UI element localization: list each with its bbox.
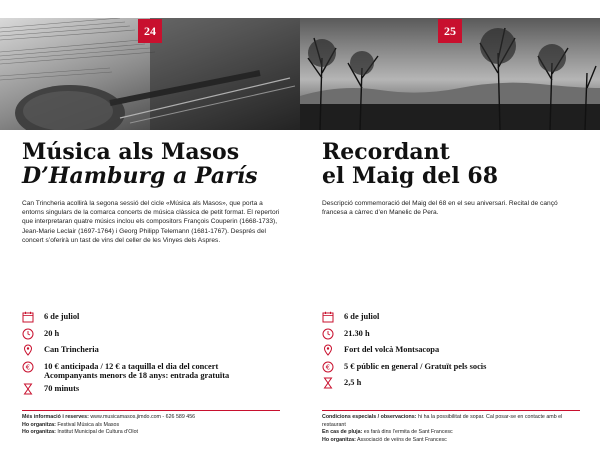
info-price-text xyxy=(44,361,229,381)
event-title-line1: Recordant xyxy=(322,139,450,165)
footer-label: En cas de pluja: xyxy=(322,429,363,436)
footer-value: Associació de veïns de Sant Francesc xyxy=(355,436,447,443)
hourglass-icon xyxy=(22,383,34,395)
footer-value: Institut Municipal de Cultura d’Olot xyxy=(55,429,138,436)
event-page-right xyxy=(300,0,600,450)
info-price-text: 5 € públic en general / Gratuït pels socis xyxy=(344,361,487,371)
event-title-line2: el Maig del 68 xyxy=(322,163,499,189)
info-duration-text: 2,5 h xyxy=(344,378,362,387)
location-pin-icon xyxy=(322,344,334,356)
info-duration xyxy=(22,383,284,397)
info-time-text: 21.30 h xyxy=(344,328,370,338)
info-time xyxy=(322,328,584,342)
event-description: Descripció commemoració del Maig del 68 en el seu aniversari. Recital de cançó francesa a càrrec d’en Manelic de Pera. xyxy=(322,200,558,217)
footer-line xyxy=(22,422,280,430)
event-title xyxy=(22,140,258,188)
location-pin-icon xyxy=(22,344,34,356)
footer-label: Ho organitza: xyxy=(22,429,56,436)
svg-text:€: € xyxy=(25,362,31,371)
calendar-icon xyxy=(22,311,34,323)
footer-line xyxy=(22,414,280,422)
event-title-line2: D’Hamburg a París xyxy=(22,163,258,189)
footer-label: Condicions especials / observacions: xyxy=(322,414,417,420)
event-footer xyxy=(322,410,580,444)
footer-line xyxy=(22,429,280,437)
event-title-line1: Música als Masos xyxy=(22,139,240,165)
clock-icon xyxy=(22,328,34,340)
info-date xyxy=(22,311,284,325)
page-number-badge: 24 xyxy=(138,19,162,43)
footer-value: Festival Música als Masos xyxy=(55,421,120,428)
footer-label: Ho organitza: xyxy=(322,436,356,443)
event-description: Can Trincheria acollirà la segona sessió del cicle «Música als Masos», que porta a entorns singulars de la comarca concerts de música clàssica de petit format. El repertori que interpretaran quatre músics inclou els compositors François Couperin (1668-1733), Jean-Marie Leclair (1697-1764) i Georg Philipp Telemann (1681-1767). Després del concert s’oferirà un tast de vins del celler de les Vinyes dels Aspres. xyxy=(22,200,280,244)
event-info-list xyxy=(22,311,284,400)
footer-value: hi ha la possibilitat de sopar. Cal posar-se en contacte amb el restaurant xyxy=(322,414,563,428)
info-price xyxy=(22,361,284,381)
euro-icon xyxy=(22,361,34,373)
footer-label: Ho organitza: xyxy=(22,421,56,428)
clock-icon xyxy=(322,328,334,340)
footer-value: es farà dins l’ermita de Sant Francesc xyxy=(362,429,453,436)
info-date-text: 6 de juliol xyxy=(44,312,80,321)
info-date xyxy=(322,311,584,325)
info-time-text: 20 h xyxy=(44,328,60,338)
event-footer xyxy=(22,410,280,437)
footer-value: www.musicamasos.jimdo.com - 626 589 456 xyxy=(88,414,196,420)
info-place-text: Fort del volcà Montsacopa xyxy=(344,345,440,354)
info-date-text: 6 de juliol xyxy=(344,312,380,321)
footer-line xyxy=(322,437,580,445)
info-place-text: Can Trincheria xyxy=(44,345,99,354)
euro-icon xyxy=(322,361,334,373)
info-price-line1: 10 € anticipada / 12 € a taquilla el dia del concert xyxy=(44,361,219,371)
info-place xyxy=(322,344,584,358)
info-time xyxy=(22,328,284,342)
info-place xyxy=(22,344,284,358)
info-duration xyxy=(322,377,584,391)
footer-line xyxy=(322,414,580,429)
footer-line xyxy=(322,429,580,437)
calendar-icon xyxy=(322,311,334,323)
info-duration-text: 70 minuts xyxy=(44,384,80,393)
info-price-line2: Acompanyants menors de 18 anys: entrada gratuïta xyxy=(44,371,230,380)
page-number-badge: 25 xyxy=(438,19,462,43)
footer-label: Més informació i reserves: xyxy=(22,414,89,420)
event-title xyxy=(322,140,498,188)
event-info-list xyxy=(322,311,584,394)
hourglass-icon xyxy=(322,377,334,389)
info-price xyxy=(322,361,584,375)
svg-text:€: € xyxy=(325,362,331,371)
